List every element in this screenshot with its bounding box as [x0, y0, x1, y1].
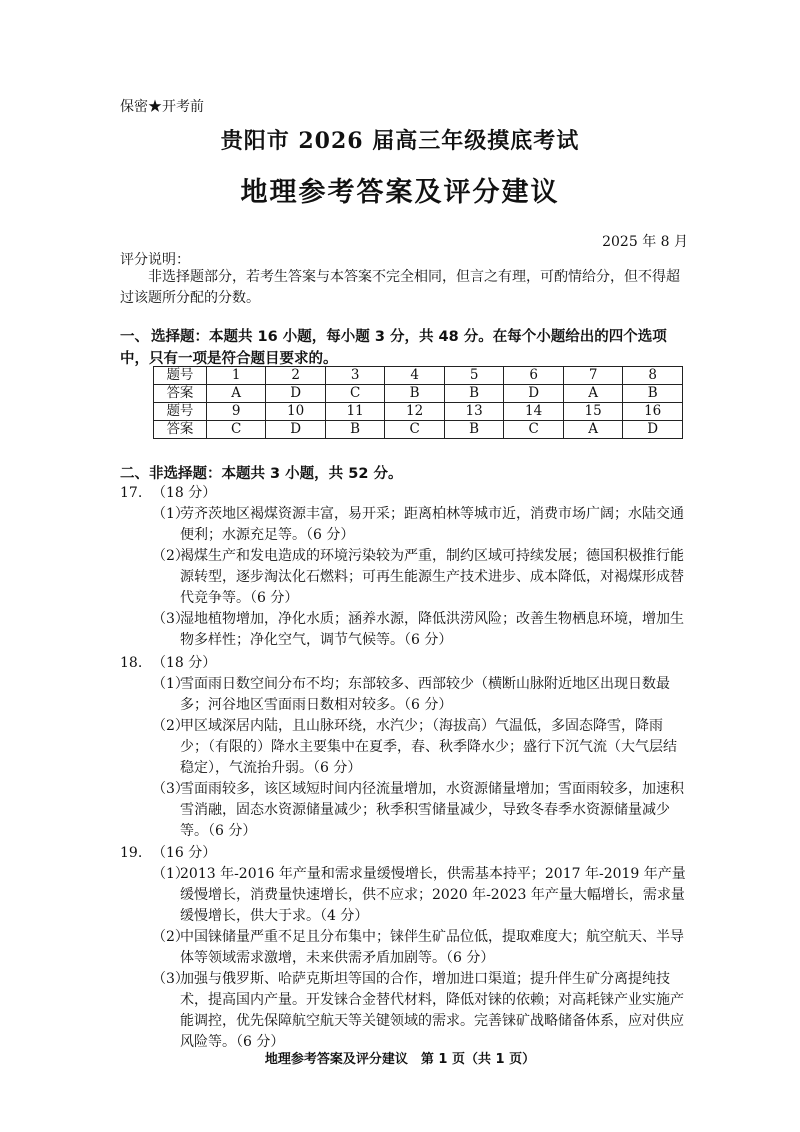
table-cell: D: [266, 421, 326, 439]
question-score: （16 分）: [152, 845, 217, 861]
confidential-mark: 保密★开考前: [120, 99, 204, 115]
answer-item: [120, 969, 690, 1053]
answer-item: [120, 674, 690, 716]
table-cell: B: [623, 385, 683, 403]
item-text: 雪面雨日数空间分布不均；东部较多、西部较少（横断山脉附近地区出现日数最多；河谷地区雪面雨日数相对较多。（6 分）: [180, 676, 670, 713]
table-cell: 14: [504, 403, 564, 421]
answer-item: [120, 779, 690, 842]
question-number: 18.: [120, 655, 143, 671]
question-header: [120, 842, 690, 864]
table-row: [154, 385, 683, 403]
item-number: （1）: [152, 506, 189, 522]
item-number: （3）: [152, 971, 189, 987]
section1-number: 一、: [120, 329, 149, 345]
item-number: （1）: [152, 676, 189, 692]
question-header: [120, 482, 690, 504]
table-cell: A: [206, 385, 266, 403]
table-cell: 8: [623, 367, 683, 385]
table-cell: B: [444, 385, 504, 403]
table-cell: 4: [385, 367, 445, 385]
document-title: 地理参考答案及评分建议: [240, 177, 560, 208]
item-text: 中国铼储量严重不足且分布集中；铼伴生矿品位低，提取难度大；航空航天、半导体等领域需求激增，未来供需矛盾加剧等。（6 分）: [180, 929, 684, 966]
item-text: 加强与俄罗斯、哈萨克斯坦等国的合作，增加进口渠道；提升伴生矿分离提纯技术，提高国内产量。开发铼合金替代材料，降低对铼的依赖；对高耗铼产业实施产能调控，优先保障航空航天等关键领域的需求。完善铼矿战略储备体系，应对供应风险等。（6 分）: [180, 971, 684, 1050]
item-number: （2）: [152, 548, 189, 564]
section1-text: 选择题：本题共 16 小题，每小题 3 分，共 48 分。在每个小题给出的四个选项中，只有一项是符合题目要求的。: [120, 329, 667, 367]
table-cell: 3: [325, 367, 385, 385]
table-cell: C: [385, 421, 445, 439]
item-number: （2）: [152, 929, 189, 945]
question-score: （18 分）: [152, 655, 217, 671]
table-row: [154, 367, 683, 385]
page-footer: 地理参考答案及评分建议 第 1 页（共 1 页）: [264, 1052, 536, 1067]
question-score: （18 分）: [152, 485, 217, 501]
table-row: [154, 421, 683, 439]
question-header: [120, 652, 690, 674]
table-cell: A: [563, 385, 623, 403]
question-18: [120, 652, 690, 842]
item-text: 雪面雨较多，该区域短时间内径流量增加，水资源储量增加；雪面雨较多，加速积雪消融，固态水资源储量减少；秋季积雪储量减少，导致冬春季水资源储量减少等。（6 分）: [180, 781, 684, 839]
table-cell: 答案: [154, 385, 207, 403]
document-date: 2025 年 8 月: [602, 234, 688, 250]
table-cell: 9: [206, 403, 266, 421]
section1-heading: [120, 326, 690, 370]
answer-item: [120, 609, 690, 651]
table-cell: 答案: [154, 421, 207, 439]
answer-table: [153, 366, 683, 439]
scoring-notes-body: 非选择题部分，若考生答案与本答案不完全相同，但言之有理，可酌情给分，但不得超过该题所分配的分数。: [120, 269, 680, 306]
table-cell: 7: [563, 367, 623, 385]
answer-item: [120, 864, 690, 927]
table-cell: 16: [623, 403, 683, 421]
table-cell: D: [623, 421, 683, 439]
table-cell: 6: [504, 367, 564, 385]
table-cell: C: [206, 421, 266, 439]
item-text: 2013 年-2016 年产量和需求量缓慢增长，供需基本持平；2017 年-2019 年产量缓慢增长，消费量快速增长，供不应求；2020 年-2023 年产量大幅增长，需求量缓慢增长，供大于求。（4 分）: [180, 866, 686, 924]
answer-item: [120, 504, 690, 546]
answer-item: [120, 546, 690, 609]
table-cell: 5: [444, 367, 504, 385]
answer-item: [120, 927, 690, 969]
item-text: 劳齐茨地区褐煤资源丰富，易开采；距离柏林等城市近，消费市场广阔；水陆交通便利；水源充足等。（6 分）: [180, 506, 684, 543]
item-text: 湿地植物增加，净化水质；涵养水源，降低洪涝风险；改善生物栖息环境，增加生物多样性；净化空气，调节气候等。（6 分）: [180, 611, 684, 648]
question-17: [120, 482, 690, 651]
item-number: （3）: [152, 781, 189, 797]
table-cell: 10: [266, 403, 326, 421]
table-cell: 1: [206, 367, 266, 385]
table-cell: D: [266, 385, 326, 403]
table-row: [154, 403, 683, 421]
table-cell: B: [444, 421, 504, 439]
table-cell: 13: [444, 403, 504, 421]
table-cell: 题号: [154, 403, 207, 421]
table-cell: 15: [563, 403, 623, 421]
exam-title: 贵阳市 2026 届高三年级摸底考试: [220, 128, 580, 154]
scoring-notes-heading: 评分说明：: [120, 252, 190, 268]
table-cell: C: [504, 421, 564, 439]
item-number: （3）: [152, 611, 189, 627]
table-cell: B: [385, 385, 445, 403]
table-cell: 2: [266, 367, 326, 385]
table-cell: A: [563, 421, 623, 439]
table-cell: D: [504, 385, 564, 403]
item-text: 甲区域深居内陆，且山脉环绕，水汽少；（海拔高）气温低，多固态降雪，降雨少；（有限的）降水主要集中在夏季，春、秋季降水少；盛行下沉气流（大气层结稳定），气流抬升弱。（6 分）: [180, 718, 677, 776]
table-cell: 11: [325, 403, 385, 421]
table-cell: B: [325, 421, 385, 439]
answer-item: [120, 716, 690, 779]
table-cell: C: [325, 385, 385, 403]
question-number: 17.: [120, 485, 143, 501]
item-number: （1）: [152, 866, 189, 882]
item-number: （2）: [152, 718, 189, 734]
question-19: [120, 842, 690, 1053]
section2-heading: 二、非选择题：本题共 3 小题，共 52 分。: [120, 466, 403, 482]
question-number: 19.: [120, 845, 143, 861]
table-cell: 题号: [154, 367, 207, 385]
table-cell: 12: [385, 403, 445, 421]
item-text: 褐煤生产和发电造成的环境污染较为严重，制约区域可持续发展；德国积极推行能源转型，逐步淘汰化石燃料；可再生能源生产技术进步、成本降低，对褐煤形成替代竞争等。（6 分）: [180, 548, 684, 606]
